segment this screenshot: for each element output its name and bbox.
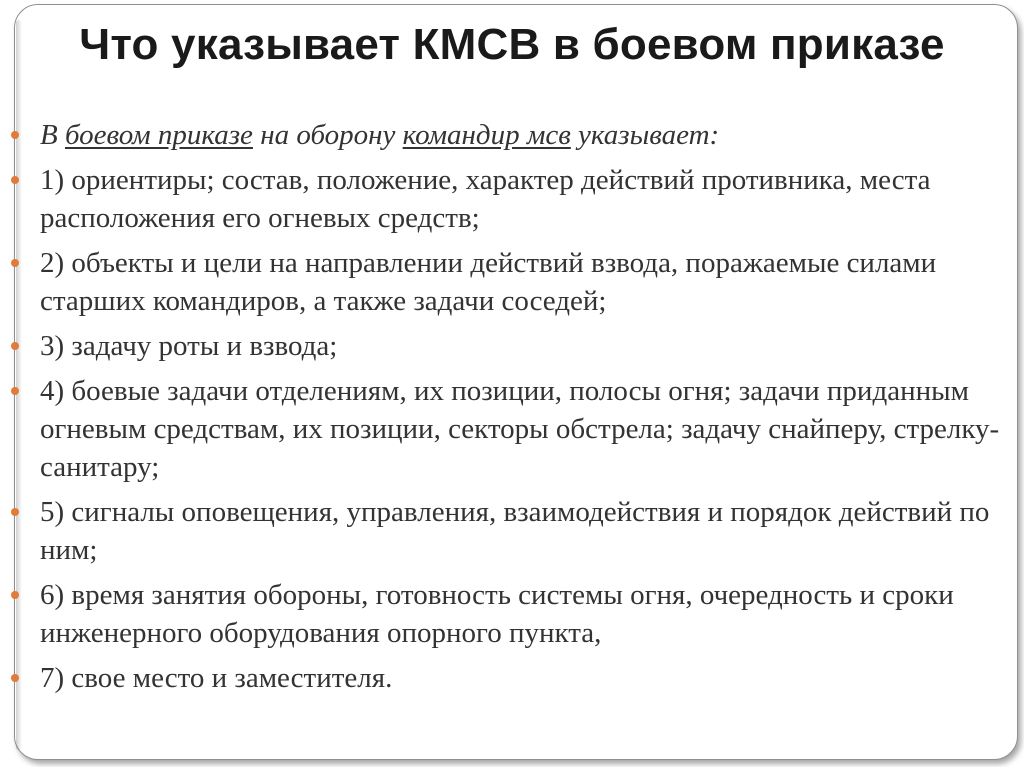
- list-item: [40, 327, 1008, 365]
- intro-underlined-order: боевом приказе: [64, 119, 253, 151]
- intro-text: В: [40, 119, 65, 151]
- list-item-text: 7) свое место и заместителя.: [40, 662, 393, 694]
- list-item: [40, 576, 1008, 652]
- bullet-dot: [11, 259, 19, 267]
- bullet-dot: [11, 131, 19, 139]
- slide-title: Что указывает КМСВ в боевом приказе: [79, 20, 945, 69]
- list-item: [40, 372, 1008, 486]
- intro-underlined-commander: командир мсв: [402, 119, 571, 151]
- intro-text: на оборону: [252, 119, 403, 151]
- bullet-dot: [11, 508, 19, 516]
- bullet-list: [40, 116, 1008, 704]
- list-item-text: 4) боевые задачи отделениям, их позиции, полосы огня; задачи приданным огневым средствам, их позиции, секторы обстрела; задачу снайперу, стрелку-санитару;: [40, 375, 1000, 483]
- intro-text: указывает:: [570, 119, 720, 151]
- bullet-dot: [11, 342, 19, 350]
- bullet-dot: [11, 176, 19, 184]
- list-item-text: 1) ориентиры; состав, положение, характер действий противника, места расположения его огневых средств;: [40, 164, 931, 234]
- bullet-dot: [11, 674, 19, 682]
- list-item-text: 2) объекты и цели на направлении действий взвода, поражаемые силами старших командиров, а также задачи соседей;: [40, 247, 937, 317]
- list-item-intro: [40, 116, 1008, 154]
- list-item: [40, 244, 1008, 320]
- list-item-text: 6) время занятия обороны, готовность системы огня, очередность и сроки инженерного оборудования опорного пункта,: [40, 579, 954, 649]
- list-item: [40, 493, 1008, 569]
- frame-shadow: [16, 20, 22, 750]
- list-item: [40, 161, 1008, 237]
- bullet-dot: [11, 591, 19, 599]
- bullet-dot: [11, 387, 19, 395]
- list-item-text: 5) сигналы оповещения, управления, взаимодействия и порядок действий по ним;: [40, 496, 990, 566]
- list-item-text: 3) задачу роты и взвода;: [40, 330, 338, 362]
- list-item: [40, 659, 1008, 697]
